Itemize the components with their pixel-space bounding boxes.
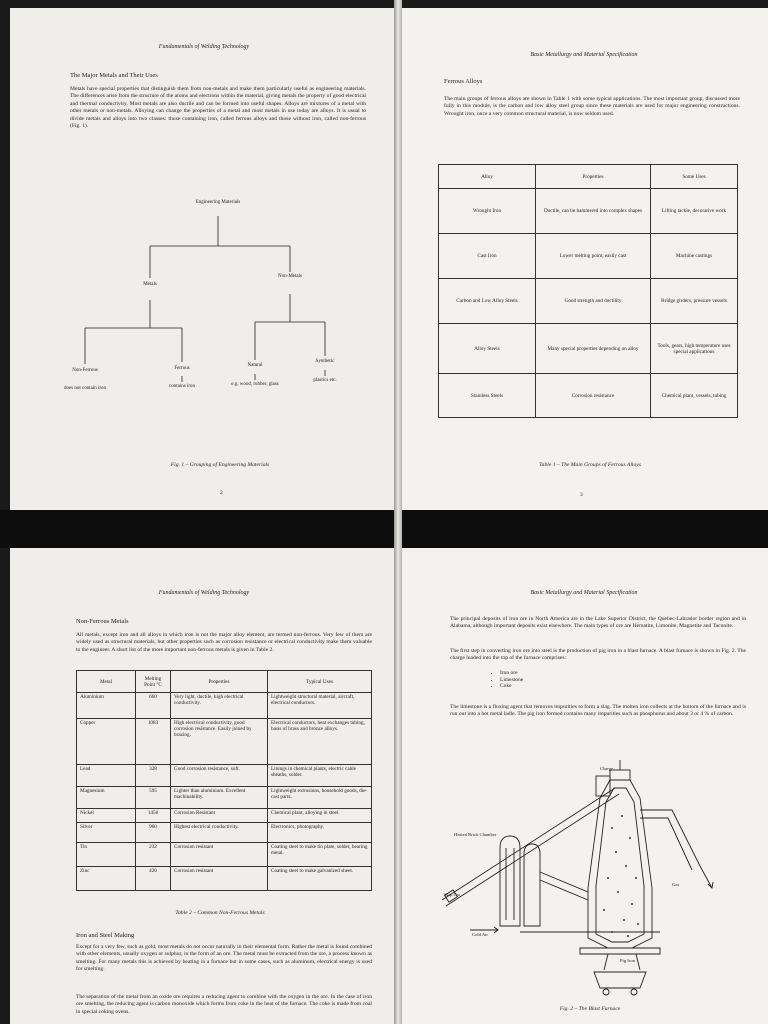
page-5 <box>400 548 768 1024</box>
section-heading: Ferrous Alloys <box>444 78 483 85</box>
table-cell: Chemical plant, vessels, tubing <box>651 374 738 418</box>
table-row <box>439 189 738 234</box>
body-paragraph: The first step in converting iron ore into steel is the production of pig iron in a blast furnace. A blast furnace is shown in Fig. 2. The charge loaded into the top of the furnace comprises: <box>450 648 746 662</box>
body-paragraph: The separation of the metal from an oxide ore requires a reducing agent to combine with the oxygen in the ore. In the case of iron ore smelting, the reducing agent is carbon monoxide which forms from coke in the heat of the furnace. The coke is made from coal in special coking ovens. <box>76 994 372 1015</box>
table-cell: Wrought Iron <box>439 189 536 234</box>
table-cell: Highest electrical conductivity. <box>171 823 268 843</box>
label-heated-brick-chamber: Heated Brick Chamber <box>454 832 497 837</box>
section-heading: The Major Metals and Their Uses <box>70 72 158 79</box>
tree-synthetic-note: plastics etc. <box>313 378 337 383</box>
body-paragraph: The main groups of ferrous alloys are shown in Table 1 with some typical applications. The most important group, discussed more fully in this module, is the carbon and low alloy steel group since these materials are used for major engineering constructions. Wrought iron, once a very common structural material, is now seldom used. <box>444 96 740 117</box>
table-cell: Chemical plant, alloying in steel. <box>268 809 372 823</box>
table-cell: Electronics, photography. <box>268 823 372 843</box>
table-row <box>439 279 738 324</box>
table-cell: Coating steel to make tin plate, solder, bearing metal. <box>268 843 372 867</box>
label-charge: Charge <box>600 766 614 771</box>
table-cell: 660 <box>136 693 171 719</box>
table-cell: Corrosion resistant <box>171 867 268 891</box>
table-cell: 1450 <box>136 809 171 823</box>
tree-ferrous: Ferrous <box>174 366 190 371</box>
list-item: • Limestone <box>500 677 523 684</box>
table-cell: Electrical conductors, heat exchanges tubing, basis of brass and bronze alloys. <box>268 719 372 765</box>
tree-root: Engineering Materials <box>195 200 241 205</box>
table-cell: Tin <box>77 843 136 867</box>
table-row <box>439 374 738 418</box>
table-cell: Ductile, can be hammered into complex shapes <box>536 189 651 234</box>
table-cell: Lower melting point, easily cast <box>536 234 651 279</box>
table-cell: Good corrosion resistance, soft. <box>171 765 268 787</box>
ferrous-alloys-table <box>438 164 738 418</box>
table-cell: Lightweight structural material, aircraft, electrical conductors. <box>268 693 372 719</box>
body-paragraph: The limestone is a fluxing agent that removes impurities to form a slag. The molten iron collects at the bottom of the furnace and is run out into a hot metal ladle. The pig iron formed contains many impurities such as phosphorus and about 3 or 4 % of carbon. <box>450 704 746 718</box>
book-spine <box>394 0 402 1024</box>
table-caption: Table 2 – Common Non-Ferrous Metals <box>175 910 265 916</box>
running-head: Fundamentals of Welding Technology <box>158 44 250 50</box>
body-paragraph: Except for a very few, such as gold, most metals do not occur naturally in their elemental form. Rather the metal is found combined with other elements, usually oxygen or sulphur, in the form of an ore. The metal must be extracted from the ore, a process known as smelting. For many metals this is achieved by heating in a furnace but in some cases, such as aluminum, electrical energy is used for smelting. <box>76 944 372 973</box>
tree-non-ferrous: Non-Ferrous <box>72 368 98 373</box>
body-paragraph: Metals have special properties that distinguish them from non-metals and make them particularly useful as engineering materials. The differences arise from the structure of the atoms and electrons within the material, giving metals the property of good electrical and thermal conductivity. Most metals are also ductile and can be formed into useful shapes. Alloys are mixtures of a metal with other metals or non-metals. Alloying can change the properties of a metal and most metals in use today are alloys. It is usual to divide metals and alloys into two classes: those containing iron, called ferrous alloys and those without iron, called non-ferrous (Fig. 1). <box>70 86 366 130</box>
table-cell: Alloy Steels <box>439 324 536 374</box>
page-4 <box>10 548 398 1024</box>
table-row <box>77 693 372 719</box>
table-cell: Nickel <box>77 809 136 823</box>
table-row <box>439 324 738 374</box>
table-cell: Lighter than aluminium. Excellent machinability. <box>171 787 268 809</box>
table-cell: Many special properties depending on alloy <box>536 324 651 374</box>
table-cell: Tools, gears, high temperature uses special applications <box>651 324 738 374</box>
table-row <box>77 809 372 823</box>
tree-non-ferrous-note: does not contain iron <box>63 386 107 391</box>
table-cell: 595 <box>136 787 171 809</box>
table-row <box>439 234 738 279</box>
table-caption: Table 1 – The Main Groups of Ferrous Alloys <box>539 462 641 468</box>
table-cell: Very light, ductile, high electrical conductivity. <box>171 693 268 719</box>
table-cell: Lifting tackle, decorative work <box>651 189 738 234</box>
tree-natural-note: e.g. wood, rubber, glass <box>231 382 279 387</box>
table-cell: Lightweight extrusions, household goods, die-cast parts. <box>268 787 372 809</box>
table-row <box>77 719 372 765</box>
label-gas: Gas <box>672 882 680 887</box>
table-header: Properties <box>171 671 268 693</box>
page-number: 2 <box>220 490 223 496</box>
page-3 <box>400 8 768 510</box>
table-row <box>77 823 372 843</box>
table-cell: Corrosion Resistant <box>171 809 268 823</box>
table-header: Metal <box>77 671 136 693</box>
table-header: Properties <box>536 165 651 189</box>
table-row <box>77 765 372 787</box>
table-header: Alloy <box>439 165 536 189</box>
table-cell: 232 <box>136 843 171 867</box>
table-cell: High electrical conductivity, good corrosion resistance. Easily joined by brazing. <box>171 719 268 765</box>
non-ferrous-table <box>76 670 372 891</box>
table-cell: Silver <box>77 823 136 843</box>
table-cell: Stainless Steels <box>439 374 536 418</box>
running-head: Fundamentals of Welding Technology <box>158 590 250 596</box>
tree-ferrous-note: contains iron <box>169 384 195 389</box>
table-cell: 420 <box>136 867 171 891</box>
section-heading: Iron and Steel Making <box>76 932 135 939</box>
table-cell: 328 <box>136 765 171 787</box>
tree-non-metals: Non-Metals <box>278 274 302 279</box>
table-cell: Coating steel to make galvanized sheet. <box>268 867 372 891</box>
table-row <box>77 867 372 891</box>
table-cell: Bridge girders, pressure vessels <box>651 279 738 324</box>
body-paragraph: The principal deposits of iron ore in North America are in the Lake Superior District, the Quebec-Labrador border region and in Alabama, although important deposits exist elsewhere. The main types of ore are Hematite, Limonite, Magnetite and Taconite. <box>450 616 746 630</box>
label-cold-air: Cold Air <box>472 932 488 937</box>
table-cell: Carbon and Low Alloy Steels <box>439 279 536 324</box>
body-paragraph: All metals, except iron and all alloys in which iron is not the major alloy element, are termed non-ferrous. Very few of them are widely used as structural materials, but other properties such as corrosion resistance or electrical conductivity make them valuable to the engineer. A short list of the more important non-ferrous metals is given in Table 2. <box>76 632 372 653</box>
table-cell: Lead <box>77 765 136 787</box>
tree-synthetic: Synthetic <box>315 359 335 364</box>
table-row <box>77 787 372 809</box>
page-number: 3 <box>580 492 583 498</box>
label-pig-iron: Pig Iron <box>620 958 635 963</box>
table-cell: 960 <box>136 823 171 843</box>
material-tree-lines <box>10 8 398 510</box>
tree-metals: Metals <box>143 282 157 287</box>
table-row <box>77 843 372 867</box>
page-2 <box>10 8 398 510</box>
table-cell: Good strength and ductility <box>536 279 651 324</box>
table-cell: Corrosion resistant <box>171 843 268 867</box>
table-cell: Machine castings <box>651 234 738 279</box>
running-head: Basic Metallurgy and Material Specification <box>530 590 638 596</box>
label-skip-car: Skip Car <box>444 892 461 897</box>
table-cell: 1083 <box>136 719 171 765</box>
list-item: • Iron ore <box>500 670 523 677</box>
page-gap <box>0 510 768 548</box>
tree-natural: Natural <box>247 363 263 368</box>
list-item: • Coke <box>500 683 523 690</box>
table-cell: Copper <box>77 719 136 765</box>
table-cell: Corrosion resistance <box>536 374 651 418</box>
table-cell: Zinc <box>77 867 136 891</box>
table-header: Some Uses <box>651 165 738 189</box>
figure-caption: Fig. 2 – The Blast Furnace <box>559 1006 621 1012</box>
table-cell: Linings in chemical plants, electric cable sheaths, solder. <box>268 765 372 787</box>
figure-caption: Fig. 1 – Grouping of Engineering Materials <box>170 462 270 468</box>
section-heading: Non-Ferrous Metals <box>76 618 129 625</box>
table-header: Melting Point °C <box>136 671 171 693</box>
table-header: Typical Uses <box>268 671 372 693</box>
table-cell: Magnesium <box>77 787 136 809</box>
running-head: Basic Metallurgy and Material Specification <box>530 52 638 58</box>
table-cell: Aluminium <box>77 693 136 719</box>
table-cell: Cast Iron <box>439 234 536 279</box>
blast-furnace-diagram <box>400 548 768 1024</box>
